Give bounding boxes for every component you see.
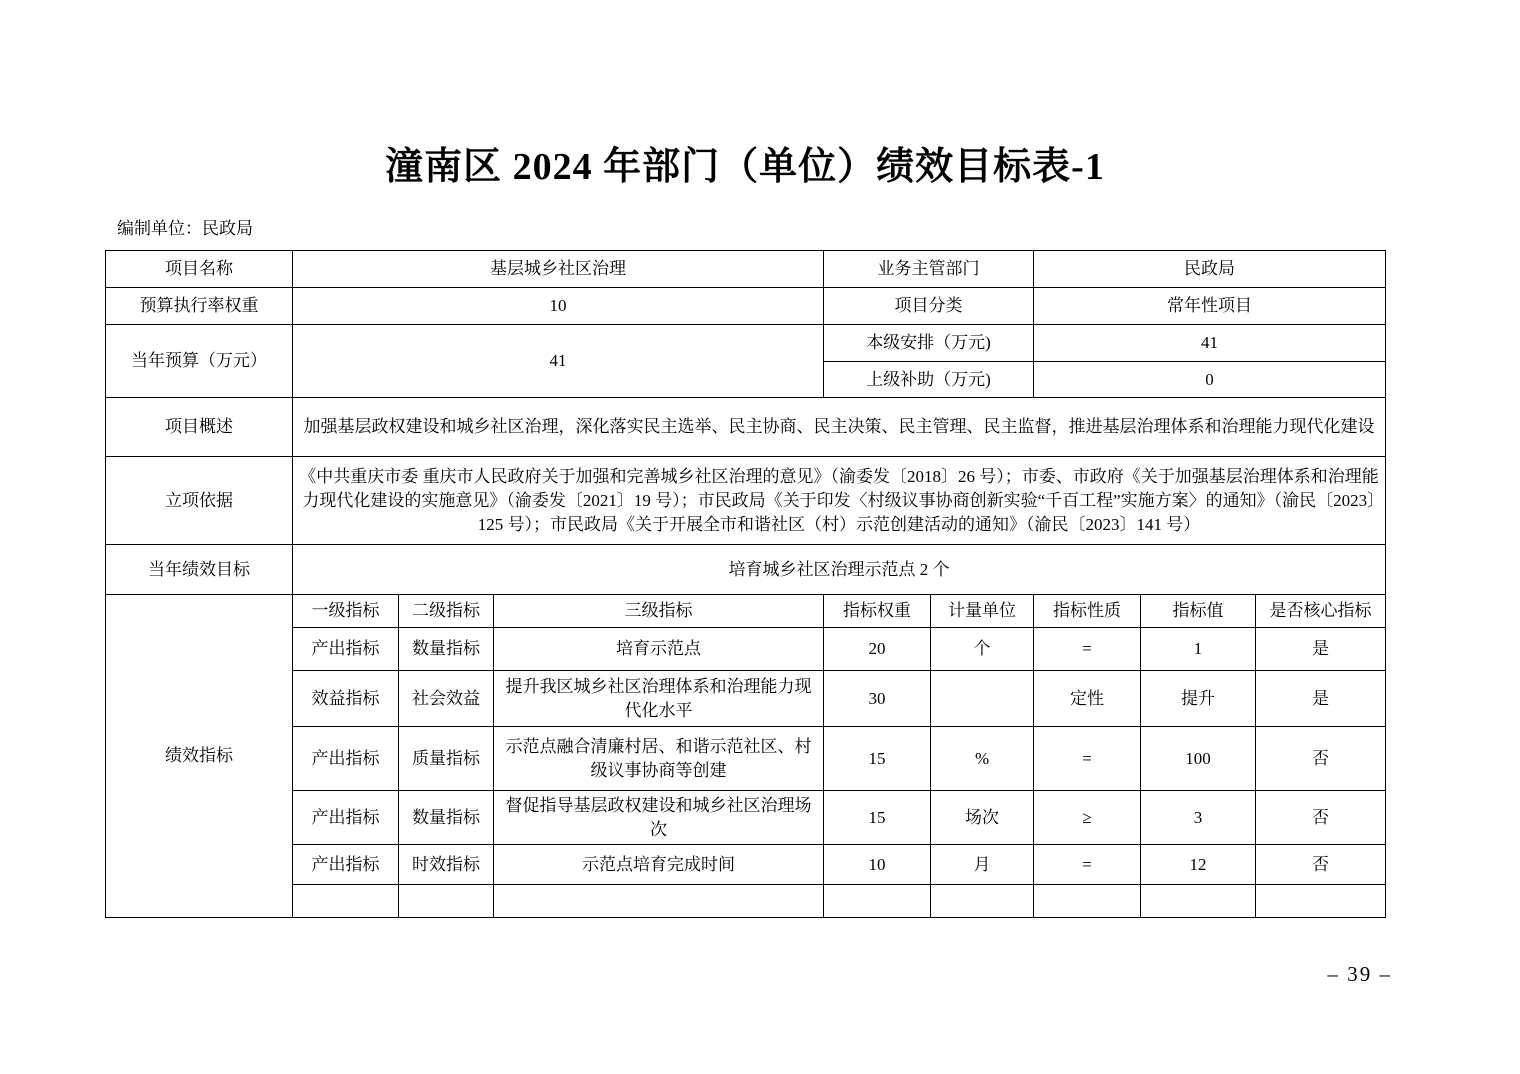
indicator-cell: % bbox=[931, 727, 1034, 791]
indicator-row bbox=[106, 791, 1386, 845]
indicator-cell: 100 bbox=[1141, 727, 1256, 791]
indicator-cell: 效益指标 bbox=[293, 671, 399, 727]
indicator-cell: 12 bbox=[1141, 845, 1256, 885]
dept-label: 业务主管部门 bbox=[824, 251, 1034, 288]
project-category-value: 常年性项目 bbox=[1034, 288, 1386, 325]
page-number: – 39 – bbox=[1327, 962, 1392, 986]
indicator-cell bbox=[931, 671, 1034, 727]
indicator-cell bbox=[1256, 885, 1386, 918]
indicator-cell: 是 bbox=[1256, 628, 1386, 671]
table-row bbox=[106, 545, 1386, 595]
indicator-row bbox=[106, 628, 1386, 671]
indicator-cell: 否 bbox=[1256, 845, 1386, 885]
indicator-cell: 1 bbox=[1141, 628, 1256, 671]
indicator-cell: = bbox=[1034, 628, 1141, 671]
indicator-cell bbox=[1034, 885, 1141, 918]
project-category-label: 项目分类 bbox=[824, 288, 1034, 325]
indicator-header-value: 指标值 bbox=[1141, 595, 1256, 628]
indicator-cell: 提升我区城乡社区治理体系和治理能力现代化水平 bbox=[494, 671, 824, 727]
indicators-section-label: 绩效指标 bbox=[106, 595, 293, 918]
indicator-header-nature: 指标性质 bbox=[1034, 595, 1141, 628]
indicator-cell: 20 bbox=[824, 628, 931, 671]
indicator-header-row bbox=[106, 595, 1386, 628]
indicator-cell: 个 bbox=[931, 628, 1034, 671]
dept-value: 民政局 bbox=[1034, 251, 1386, 288]
own-arrangement-label: 本级安排（万元) bbox=[824, 325, 1034, 362]
indicator-cell: 培育示范点 bbox=[494, 628, 824, 671]
indicator-cell: 产出指标 bbox=[293, 791, 399, 845]
project-name-label: 项目名称 bbox=[106, 251, 293, 288]
indicator-cell: 3 bbox=[1141, 791, 1256, 845]
indicator-cell: 否 bbox=[1256, 791, 1386, 845]
annual-goal-label: 当年绩效目标 bbox=[106, 545, 293, 595]
indicator-row bbox=[106, 845, 1386, 885]
indicator-cell bbox=[494, 885, 824, 918]
indicator-cell: ≥ bbox=[1034, 791, 1141, 845]
table-row bbox=[106, 325, 1386, 362]
indicator-cell: 产出指标 bbox=[293, 727, 399, 791]
indicator-cell: 30 bbox=[824, 671, 931, 727]
higher-subsidy-label: 上级补助（万元) bbox=[824, 362, 1034, 398]
indicator-cell: 定性 bbox=[1034, 671, 1141, 727]
indicator-cell: 15 bbox=[824, 727, 931, 791]
document-content bbox=[105, 0, 1385, 918]
annual-goal-value: 培育城乡社区治理示范点 2 个 bbox=[293, 545, 1386, 595]
table-row bbox=[106, 457, 1386, 545]
prepared-by: 编制单位：民政局 bbox=[117, 219, 253, 238]
indicator-row bbox=[106, 727, 1386, 791]
basis-value: 《中共重庆市委 重庆市人民政府关于加强和完善城乡社区治理的意见》（渝委发〔2018〕26 号）；市委、市政府《关于加强基层治理体系和治理能力现代化建设的实施意见》（渝委发〔2021〕19 号）；市民政局《关于印发〈村级议事协商创新实验“千百工程”实施方案〉的通知》（渝民〔2023〕125 号）；市民政局《关于开展全市和谐社区（村）示范创建活动的通知》（渝民〔2023〕141 号） bbox=[293, 457, 1386, 545]
indicator-row bbox=[106, 671, 1386, 727]
indicator-cell: = bbox=[1034, 845, 1141, 885]
doc-title: 潼南区 2024 年部门（单位）绩效目标表-1 bbox=[385, 146, 1105, 188]
indicator-cell bbox=[1141, 885, 1256, 918]
indicator-cell: 10 bbox=[824, 845, 931, 885]
indicator-cell bbox=[824, 885, 931, 918]
indicator-header-level1: 一级指标 bbox=[293, 595, 399, 628]
indicator-cell: 督促指导基层政权建设和城乡社区治理场次 bbox=[494, 791, 824, 845]
indicator-cell: 产出指标 bbox=[293, 628, 399, 671]
indicator-cell: 数量指标 bbox=[399, 628, 494, 671]
indicator-cell bbox=[399, 885, 494, 918]
table-row bbox=[106, 251, 1386, 288]
indicator-header-weight: 指标权重 bbox=[824, 595, 931, 628]
indicator-cell bbox=[931, 885, 1034, 918]
indicator-cell: 产出指标 bbox=[293, 845, 399, 885]
indicator-cell bbox=[293, 885, 399, 918]
indicator-header-unit: 计量单位 bbox=[931, 595, 1034, 628]
table-row bbox=[106, 398, 1386, 457]
table-row bbox=[106, 288, 1386, 325]
annual-budget-label: 当年预算（万元） bbox=[106, 325, 293, 398]
own-arrangement-value: 41 bbox=[1034, 325, 1386, 362]
budget-rate-weight-value: 10 bbox=[293, 288, 824, 325]
indicator-cell: 月 bbox=[931, 845, 1034, 885]
indicator-cell: 15 bbox=[824, 791, 931, 845]
budget-rate-weight-label: 预算执行率权重 bbox=[106, 288, 293, 325]
indicator-cell: 否 bbox=[1256, 727, 1386, 791]
indicator-cell: 示范点培育完成时间 bbox=[494, 845, 824, 885]
indicator-cell: 质量指标 bbox=[399, 727, 494, 791]
annual-budget-value: 41 bbox=[293, 325, 824, 398]
indicator-cell: 场次 bbox=[931, 791, 1034, 845]
indicator-header-level3: 三级指标 bbox=[494, 595, 824, 628]
performance-target-table bbox=[105, 250, 1386, 918]
indicator-cell: 示范点融合清廉村居、和谐示范社区、村级议事协商等创建 bbox=[494, 727, 824, 791]
overview-label: 项目概述 bbox=[106, 398, 293, 457]
indicator-cell: = bbox=[1034, 727, 1141, 791]
indicator-cell: 时效指标 bbox=[399, 845, 494, 885]
indicator-header-core: 是否核心指标 bbox=[1256, 595, 1386, 628]
project-name-value: 基层城乡社区治理 bbox=[293, 251, 824, 288]
indicator-cell: 数量指标 bbox=[399, 791, 494, 845]
indicator-header-level2: 二级指标 bbox=[399, 595, 494, 628]
indicator-cell: 是 bbox=[1256, 671, 1386, 727]
indicator-cell: 提升 bbox=[1141, 671, 1256, 727]
basis-label: 立项依据 bbox=[106, 457, 293, 545]
indicator-cell: 社会效益 bbox=[399, 671, 494, 727]
higher-subsidy-value: 0 bbox=[1034, 362, 1386, 398]
indicator-row-empty bbox=[106, 885, 1386, 918]
overview-value: 加强基层政权建设和城乡社区治理，深化落实民主选举、民主协商、民主决策、民主管理、民主监督，推进基层治理体系和治理能力现代化建设 bbox=[293, 398, 1386, 457]
